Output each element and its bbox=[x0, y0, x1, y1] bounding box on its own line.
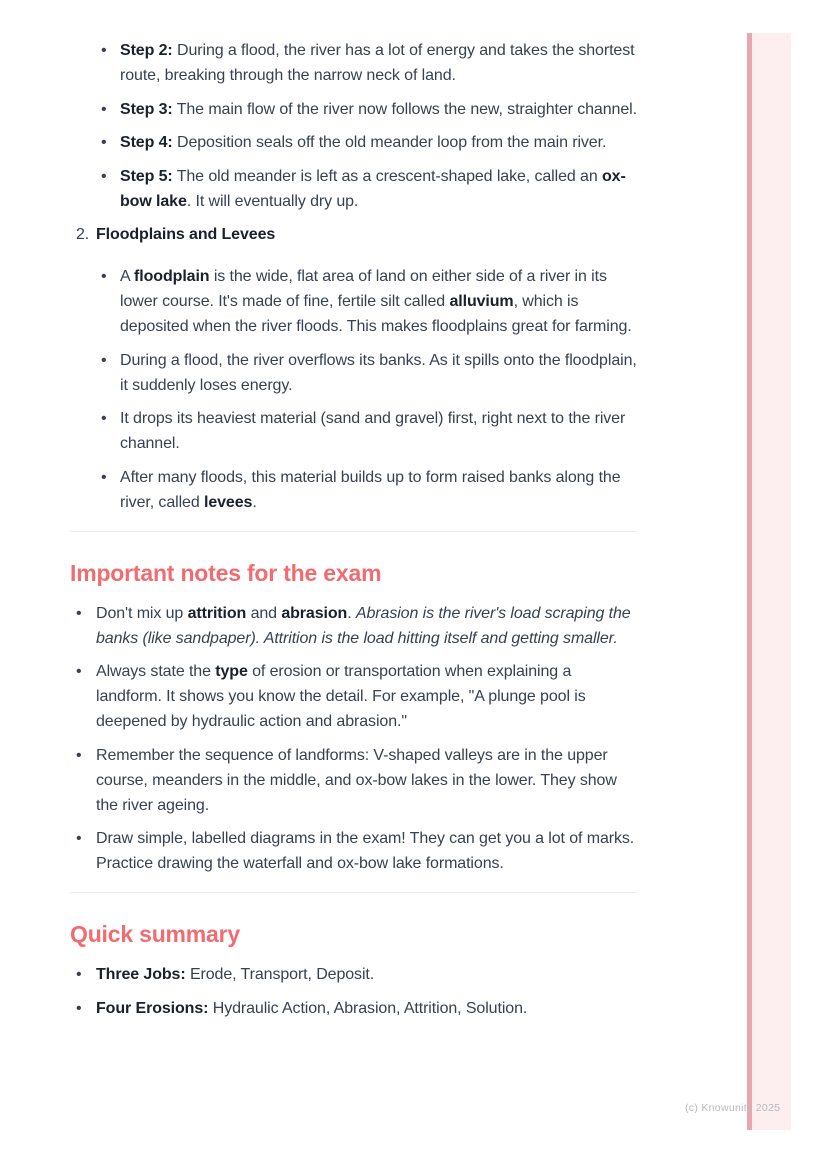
text-segment: Four Erosions: bbox=[96, 999, 209, 1017]
section-divider bbox=[70, 892, 637, 893]
text-segment: The old meander is left as a crescent-shaped lake, called an bbox=[172, 167, 602, 185]
text-segment: attrition bbox=[187, 604, 247, 622]
summary-list bbox=[70, 962, 637, 1021]
text-segment: abrasion bbox=[281, 604, 348, 622]
list-item bbox=[70, 348, 637, 398]
text-segment: A bbox=[120, 268, 135, 285]
list-item bbox=[70, 743, 637, 818]
floodplain-list bbox=[70, 264, 637, 515]
text-segment: The main flow of the river now follows the new, straighter channel. bbox=[172, 100, 637, 118]
text-segment: alluvium bbox=[449, 293, 514, 310]
text-segment: Step 3: bbox=[120, 100, 173, 118]
margin-highlight-bar bbox=[747, 33, 791, 1130]
text-segment: It drops its heaviest material (sand and gravel) first, right next to the river channel. bbox=[120, 410, 626, 452]
steps-list bbox=[70, 38, 637, 214]
numbered-item-label: Floodplains and Levees bbox=[96, 226, 276, 243]
list-item bbox=[70, 97, 637, 122]
exam-section-title: Important notes for the exam bbox=[70, 559, 382, 586]
list-item bbox=[70, 601, 637, 651]
text-segment: Step 2: bbox=[120, 42, 173, 59]
text-segment: Step 4: bbox=[120, 134, 173, 151]
list-item bbox=[70, 130, 637, 155]
text-segment: floodplain bbox=[134, 268, 210, 285]
text-segment: During a flood, the river has a lot of energy and takes the shortest route, breaking through the narrow neck of land. bbox=[120, 42, 635, 84]
summary-section-title: Quick summary bbox=[70, 921, 240, 947]
text-segment: Always state the bbox=[96, 663, 216, 680]
copyright-watermark: (c) Knowunity 2025 bbox=[685, 1102, 781, 1114]
text-segment: Don't mix up bbox=[96, 604, 188, 622]
list-item bbox=[70, 264, 637, 339]
text-segment: . bbox=[347, 604, 356, 622]
text-segment: Erode, Transport, Deposit. bbox=[185, 966, 375, 983]
list-item bbox=[70, 996, 637, 1021]
text-segment: Abrasion is the river's load scraping the banks (like sandpaper). Attrition is the load hitting itself and getting smaller. bbox=[96, 604, 631, 647]
section-divider bbox=[70, 531, 637, 532]
text-segment: During a flood, the river overflows its banks. As it spills onto the floodplain, it suddenly loses energy. bbox=[120, 351, 637, 394]
text-segment: is the wide, flat area of land on either side of a river in its lower course. It's made of fine, fertile silt called bbox=[120, 268, 607, 310]
numbered-item bbox=[70, 222, 637, 247]
list-item bbox=[70, 962, 637, 987]
list-item bbox=[70, 38, 637, 88]
text-segment: Draw simple, labelled diagrams in the exam! They can get you a lot of marks. Practice drawing the waterfall and ox-bow lake formations. bbox=[96, 830, 635, 872]
exam-notes-list bbox=[70, 601, 637, 877]
text-segment: After many floods, this material builds up to form raised banks along the river, called bbox=[120, 468, 621, 511]
text-segment: . It will eventually dry up. bbox=[186, 192, 359, 210]
text-segment: and bbox=[246, 604, 282, 622]
text-segment: ox-bow lake bbox=[120, 167, 626, 210]
numbered-item-marker: 2. bbox=[76, 226, 90, 243]
text-segment: of erosion or transportation when explaining a landform. It shows you know the detail. For example, "A plunge pool is deepened by hydraulic action and abrasion." bbox=[96, 663, 586, 730]
list-item bbox=[70, 465, 637, 515]
text-segment: Step 5: bbox=[120, 167, 173, 185]
text-segment: , which is deposited when the river floods. This makes floodplains great for farming. bbox=[120, 293, 632, 335]
list-item bbox=[70, 826, 637, 876]
text-segment: Deposition seals off the old meander loop from the main river. bbox=[172, 134, 607, 151]
text-segment: . bbox=[252, 493, 257, 511]
text-segment: levees bbox=[203, 493, 253, 511]
text-segment: Remember the sequence of landforms: V-shaped valleys are in the upper course, meanders in the middle, and ox-bow lakes in the lower. They show the river ageing. bbox=[96, 746, 617, 814]
list-item bbox=[70, 659, 637, 734]
list-item bbox=[70, 164, 637, 214]
text-segment: Three Jobs: bbox=[96, 966, 186, 983]
page-content bbox=[70, 0, 637, 1029]
text-segment: type bbox=[215, 663, 248, 680]
list-item bbox=[70, 406, 637, 456]
text-segment: Hydraulic Action, Abrasion, Attrition, Solution. bbox=[208, 999, 528, 1017]
